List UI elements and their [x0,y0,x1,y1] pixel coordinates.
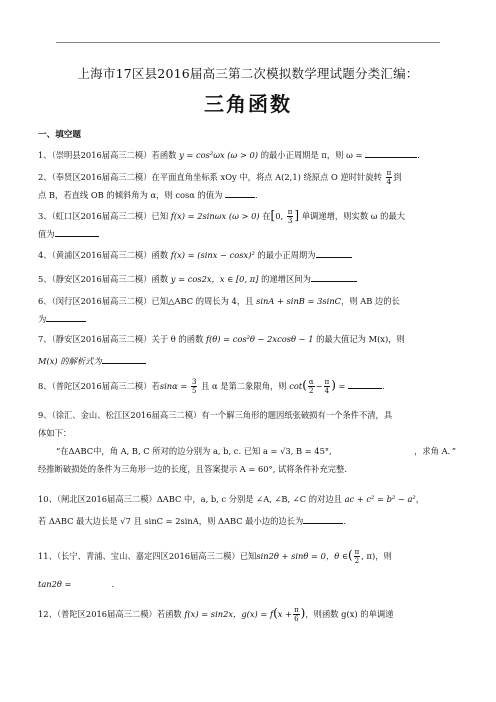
document-title: 三角函数 [204,92,292,116]
question-10: 10、（闸北区2016届高三二模）ΔABC 中，a, b, c 分别是 ∠A, ∠B, ∠C 的对边且 ac + c² = b² − a²， 若 ΔABC 最大边长是 √7 且 sinC = 2sinA，则 ΔABC 最小边的边长为 . [38,494,425,526]
question-9: 9、（徐汇、金山、松江区2016届高三二模）有一个解三角形的题因纸张破损有一个条件不清，具 体如下： “在ΔABC中，角 A, B, C 所对的边分别为 a, b, c. 已知 a = √3, B = 45°, ，求角 A．” 经推断破损处的条件为三角形一边的长度，且答案提示 A = 60°, 试将条件补充完整. [38,410,456,474]
answer-blank[interactable] [102,353,146,364]
answer-blank[interactable] [348,378,382,389]
answer-blank[interactable] [365,147,417,158]
answer-blank[interactable] [55,226,99,237]
section-heading: 一、填空题 [38,130,81,140]
question-4: 4、（黄浦区2016届高三二模）函数 f(x) = (sinx − cosx)² 的最小正周期为 [38,246,456,264]
question-3: 3、（虹口区2016届高三二模）已知 f(x) = 2sinωx (ω > 0) 在[0, $\frac{\pi}{3}$ ] 单调递增，则实数 ω 的最大 值为 [38,208,406,239]
answer-blank[interactable] [311,271,357,282]
question-11: 11、（长宁、青浦、宝山、嘉定四区2016届高三二模）已知sin2θ + sinθ = 0，θ ∈( $\frac{\pi}{2}$ , π)，则 tan2θ = . [38,548,392,589]
answer-blank[interactable] [46,311,86,322]
answer-blank[interactable] [72,576,112,587]
question-6: 6、（闵行区2016届高三二模）已知△ABC 的周长为 4，且 sinA + sinB = 3sinC，则 AB 边的长 为 [38,296,400,324]
header-rule [56,42,440,43]
question-7: 7、（静安区2016届高三二模）关于 θ 的函数 f(θ) = cos²θ − 2xcosθ − 1 的最大值记为 M(x)，则 M(x) 的解析式为 [38,334,405,366]
document-header: 上海市17区县2016届高三第二次模拟数学理试题分类汇编： [77,66,419,81]
question-2: 2、（奉贤区2016届高三二模）在平面直角坐标系 xOy 中，将点 A(2,1) 绕原点 O 逆时针旋转 $\frac{\pi}{4}$ 到 点 B，若直线 OB 的倾斜角为 α，则 cosα 的值为 . [38,169,402,200]
question-8: 8、（普陀区2016届高三二模）若sinα = $\frac{3}{5}$ 且 α 是第二象限角，则 cot( $\frac{\alpha}{2}$ − $\frac{\pi}{4}$ ) = . [38,378,385,395]
answer-blank[interactable] [225,187,255,198]
answer-blank[interactable] [303,513,343,524]
question-12: 12、（普陀区2016届高三二模）若函数 f(x) = sin2x，g(x) = f(x + $\frac{\pi}{6}$ )，则函数 g(x) 的单调递 [38,606,394,623]
question-5: 5、（静安区2016届高三二模）函数 y = cos2x，x ∈ [0, π] 的递增区间为 [38,270,456,288]
question-1: 1、（崇明县2016届高三二模）若函数 y = cos²ωx (ω > 0) 的最小正周期是 π，则 ω = . [38,146,456,164]
answer-blank[interactable] [316,247,352,258]
